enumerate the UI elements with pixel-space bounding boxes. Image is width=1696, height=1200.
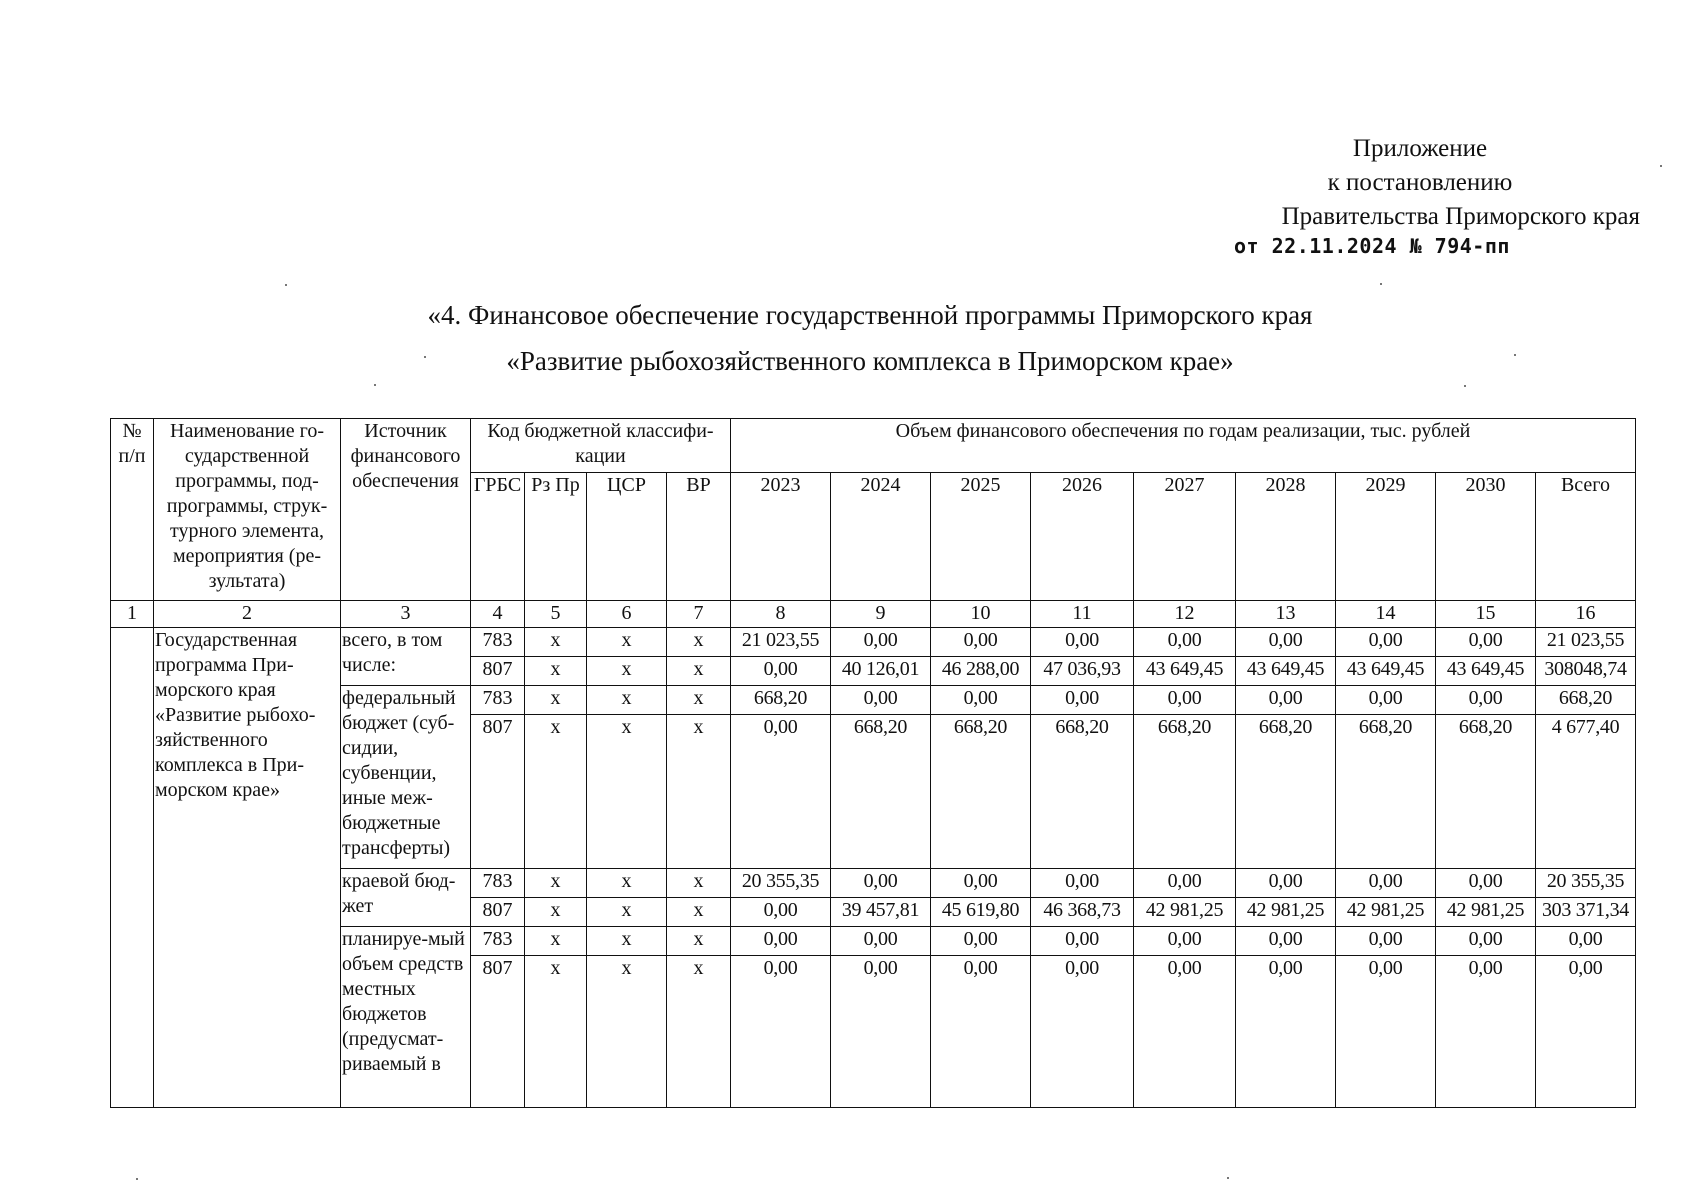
header-year-2029: 2029	[1336, 473, 1436, 601]
value-cell: 0,00	[1236, 956, 1336, 1108]
vr-cell: x	[667, 686, 731, 715]
rzpr-cell: x	[525, 898, 587, 927]
value-cell: 0,00	[1031, 927, 1134, 956]
appendix-line-3: Правительства Приморского края	[1281, 203, 1640, 230]
value-cell: 0,00	[1436, 686, 1536, 715]
column-number: 2	[154, 601, 341, 628]
column-number: 9	[831, 601, 931, 628]
header-year-2023: 2023	[731, 473, 831, 601]
column-number: 12	[1134, 601, 1236, 628]
grbs-cell: 807	[471, 898, 525, 927]
value-cell: 668,20	[1336, 715, 1436, 869]
value-cell: 0,00	[931, 686, 1031, 715]
value-cell: 0,00	[1236, 686, 1336, 715]
total-cell: 668,20	[1536, 686, 1636, 715]
column-number: 11	[1031, 601, 1134, 628]
value-cell: 0,00	[1436, 927, 1536, 956]
rzpr-cell: x	[525, 628, 587, 657]
appendix-line-2: к постановлению	[1327, 169, 1513, 196]
csr-cell: x	[587, 715, 667, 869]
value-cell: 0,00	[731, 956, 831, 1108]
vr-cell: x	[667, 657, 731, 686]
vr-cell: x	[667, 898, 731, 927]
header-vr: ВР	[667, 473, 731, 601]
value-cell: 20 355,35	[731, 869, 831, 898]
source-local: планируе-мый объем средств местных бюджетов (предусмат-риваемый в	[341, 927, 471, 1108]
header-year-2025: 2025	[931, 473, 1031, 601]
header-year-2026: 2026	[1031, 473, 1134, 601]
value-cell: 21 023,55	[731, 628, 831, 657]
column-number: 15	[1436, 601, 1536, 628]
value-cell: 668,20	[1236, 715, 1336, 869]
total-cell: 303 371,34	[1536, 898, 1636, 927]
value-cell: 0,00	[1031, 686, 1134, 715]
value-cell: 0,00	[1236, 927, 1336, 956]
value-cell: 0,00	[1031, 869, 1134, 898]
value-cell: 0,00	[831, 927, 931, 956]
value-cell: 0,00	[831, 628, 931, 657]
total-cell: 0,00	[1536, 927, 1636, 956]
section-title: «4. Финансовое обеспечение государственной программы Приморского края	[427, 300, 1313, 330]
value-cell: 0,00	[931, 956, 1031, 1108]
scan-speck	[1380, 283, 1382, 285]
header-year-2024: 2024	[831, 473, 931, 601]
row-number-cell	[111, 628, 154, 1108]
header-csr: ЦСР	[587, 473, 667, 601]
csr-cell: x	[587, 628, 667, 657]
header-year-2028: 2028	[1236, 473, 1336, 601]
column-number: 8	[731, 601, 831, 628]
csr-cell: x	[587, 686, 667, 715]
scan-speck	[285, 284, 287, 286]
program-name-cell: Государственная программа При-морского края «Развитие рыбохо-зяйственного комплекса в При-морском крае»	[154, 628, 341, 1108]
value-cell: 0,00	[1336, 956, 1436, 1108]
value-cell: 0,00	[1336, 628, 1436, 657]
value-cell: 0,00	[731, 715, 831, 869]
csr-cell: x	[587, 956, 667, 1108]
header-budget-code: Код бюджетной классифи-кации	[471, 419, 731, 473]
value-cell: 0,00	[1031, 956, 1134, 1108]
value-cell: 0,00	[1436, 956, 1536, 1108]
value-cell: 0,00	[1236, 869, 1336, 898]
vr-cell: x	[667, 628, 731, 657]
value-cell: 0,00	[831, 956, 931, 1108]
source-federal: федеральный бюджет (суб-сидии, субвенции, иные меж-бюджетные трансферты)	[341, 686, 471, 869]
value-cell: 0,00	[1236, 628, 1336, 657]
total-cell: 0,00	[1536, 956, 1636, 1108]
column-number: 3	[341, 601, 471, 628]
scan-speck	[136, 1178, 138, 1180]
value-cell: 668,20	[1134, 715, 1236, 869]
vr-cell: x	[667, 956, 731, 1108]
value-cell: 0,00	[831, 869, 931, 898]
value-cell: 668,20	[931, 715, 1031, 869]
value-cell: 0,00	[1336, 927, 1436, 956]
csr-cell: x	[587, 898, 667, 927]
value-cell: 0,00	[831, 686, 931, 715]
value-cell: 43 649,45	[1436, 657, 1536, 686]
header-name: Наименование го-сударственной программы, под-программы, струк-турного элемента, мероприятия (ре-зультата)	[154, 419, 341, 601]
source-regional: краевой бюд-жет	[341, 869, 471, 927]
column-number: 5	[525, 601, 587, 628]
value-cell: 668,20	[831, 715, 931, 869]
value-cell: 0,00	[1134, 686, 1236, 715]
value-cell: 46 368,73	[1031, 898, 1134, 927]
value-cell: 668,20	[1031, 715, 1134, 869]
header-grbs: ГРБС	[471, 473, 525, 601]
value-cell: 0,00	[1436, 869, 1536, 898]
header-rzpr: Рз Пр	[525, 473, 587, 601]
header-year-2027: 2027	[1134, 473, 1236, 601]
column-number: 10	[931, 601, 1031, 628]
rzpr-cell: x	[525, 869, 587, 898]
value-cell: 42 981,25	[1336, 898, 1436, 927]
value-cell: 0,00	[1336, 686, 1436, 715]
vr-cell: x	[667, 927, 731, 956]
column-number: 1	[111, 601, 154, 628]
value-cell: 40 126,01	[831, 657, 931, 686]
value-cell: 43 649,45	[1336, 657, 1436, 686]
scan-speck	[1227, 1177, 1229, 1179]
value-cell: 43 649,45	[1236, 657, 1336, 686]
header-source: Источник финансового обеспечения	[341, 419, 471, 601]
value-cell: 39 457,81	[831, 898, 931, 927]
grbs-cell: 783	[471, 869, 525, 898]
grbs-cell: 783	[471, 927, 525, 956]
scan-speck	[424, 356, 426, 358]
value-cell: 0,00	[1436, 628, 1536, 657]
scan-speck	[1464, 385, 1466, 387]
rzpr-cell: x	[525, 686, 587, 715]
value-cell: 0,00	[731, 898, 831, 927]
grbs-cell: 807	[471, 956, 525, 1108]
value-cell: 0,00	[731, 657, 831, 686]
decree-number: от 22.11.2024 № 794-пп	[1234, 234, 1510, 258]
value-cell: 0,00	[1336, 869, 1436, 898]
grbs-cell: 783	[471, 628, 525, 657]
header-year-2030: 2030	[1436, 473, 1536, 601]
header-total: Всего	[1536, 473, 1636, 601]
header-num: № п/п	[111, 419, 154, 601]
appendix-block	[1180, 132, 1660, 234]
value-cell: 45 619,80	[931, 898, 1031, 927]
rzpr-cell: x	[525, 956, 587, 1108]
scan-speck	[374, 384, 376, 386]
csr-cell: x	[587, 927, 667, 956]
column-number: 14	[1336, 601, 1436, 628]
rzpr-cell: x	[525, 715, 587, 869]
scan-speck	[1514, 354, 1516, 356]
total-cell: 308048,74	[1536, 657, 1636, 686]
total-cell: 21 023,55	[1536, 628, 1636, 657]
value-cell: 0,00	[1134, 628, 1236, 657]
value-cell: 668,20	[1436, 715, 1536, 869]
value-cell: 0,00	[1031, 628, 1134, 657]
value-cell: 0,00	[931, 628, 1031, 657]
header-volume: Объем финансового обеспечения по годам реализации, тыс. рублей	[731, 419, 1636, 473]
financing-table	[110, 418, 1636, 1108]
csr-cell: x	[587, 657, 667, 686]
column-number: 6	[587, 601, 667, 628]
grbs-cell: 807	[471, 715, 525, 869]
csr-cell: x	[587, 869, 667, 898]
value-cell: 0,00	[931, 927, 1031, 956]
appendix-line-1: Приложение	[1352, 135, 1488, 162]
rzpr-cell: x	[525, 657, 587, 686]
total-cell: 4 677,40	[1536, 715, 1636, 869]
vr-cell: x	[667, 869, 731, 898]
value-cell: 42 981,25	[1236, 898, 1336, 927]
rzpr-cell: x	[525, 927, 587, 956]
value-cell: 0,00	[1134, 869, 1236, 898]
value-cell: 47 036,93	[1031, 657, 1134, 686]
grbs-cell: 807	[471, 657, 525, 686]
program-title: «Развитие рыбохозяйственного комплекса в Приморском крае»	[506, 346, 1234, 376]
value-cell: 668,20	[731, 686, 831, 715]
value-cell: 46 288,00	[931, 657, 1031, 686]
value-cell: 0,00	[1134, 956, 1236, 1108]
value-cell: 43 649,45	[1134, 657, 1236, 686]
scan-speck	[1660, 165, 1662, 167]
value-cell: 0,00	[1134, 927, 1236, 956]
column-number: 7	[667, 601, 731, 628]
grbs-cell: 783	[471, 686, 525, 715]
value-cell: 0,00	[731, 927, 831, 956]
column-number: 16	[1536, 601, 1636, 628]
value-cell: 0,00	[931, 869, 1031, 898]
value-cell: 42 981,25	[1134, 898, 1236, 927]
total-cell: 20 355,35	[1536, 869, 1636, 898]
vr-cell: x	[667, 715, 731, 869]
column-number: 13	[1236, 601, 1336, 628]
column-number: 4	[471, 601, 525, 628]
value-cell: 42 981,25	[1436, 898, 1536, 927]
source-total: всего, в том числе:	[341, 628, 471, 686]
